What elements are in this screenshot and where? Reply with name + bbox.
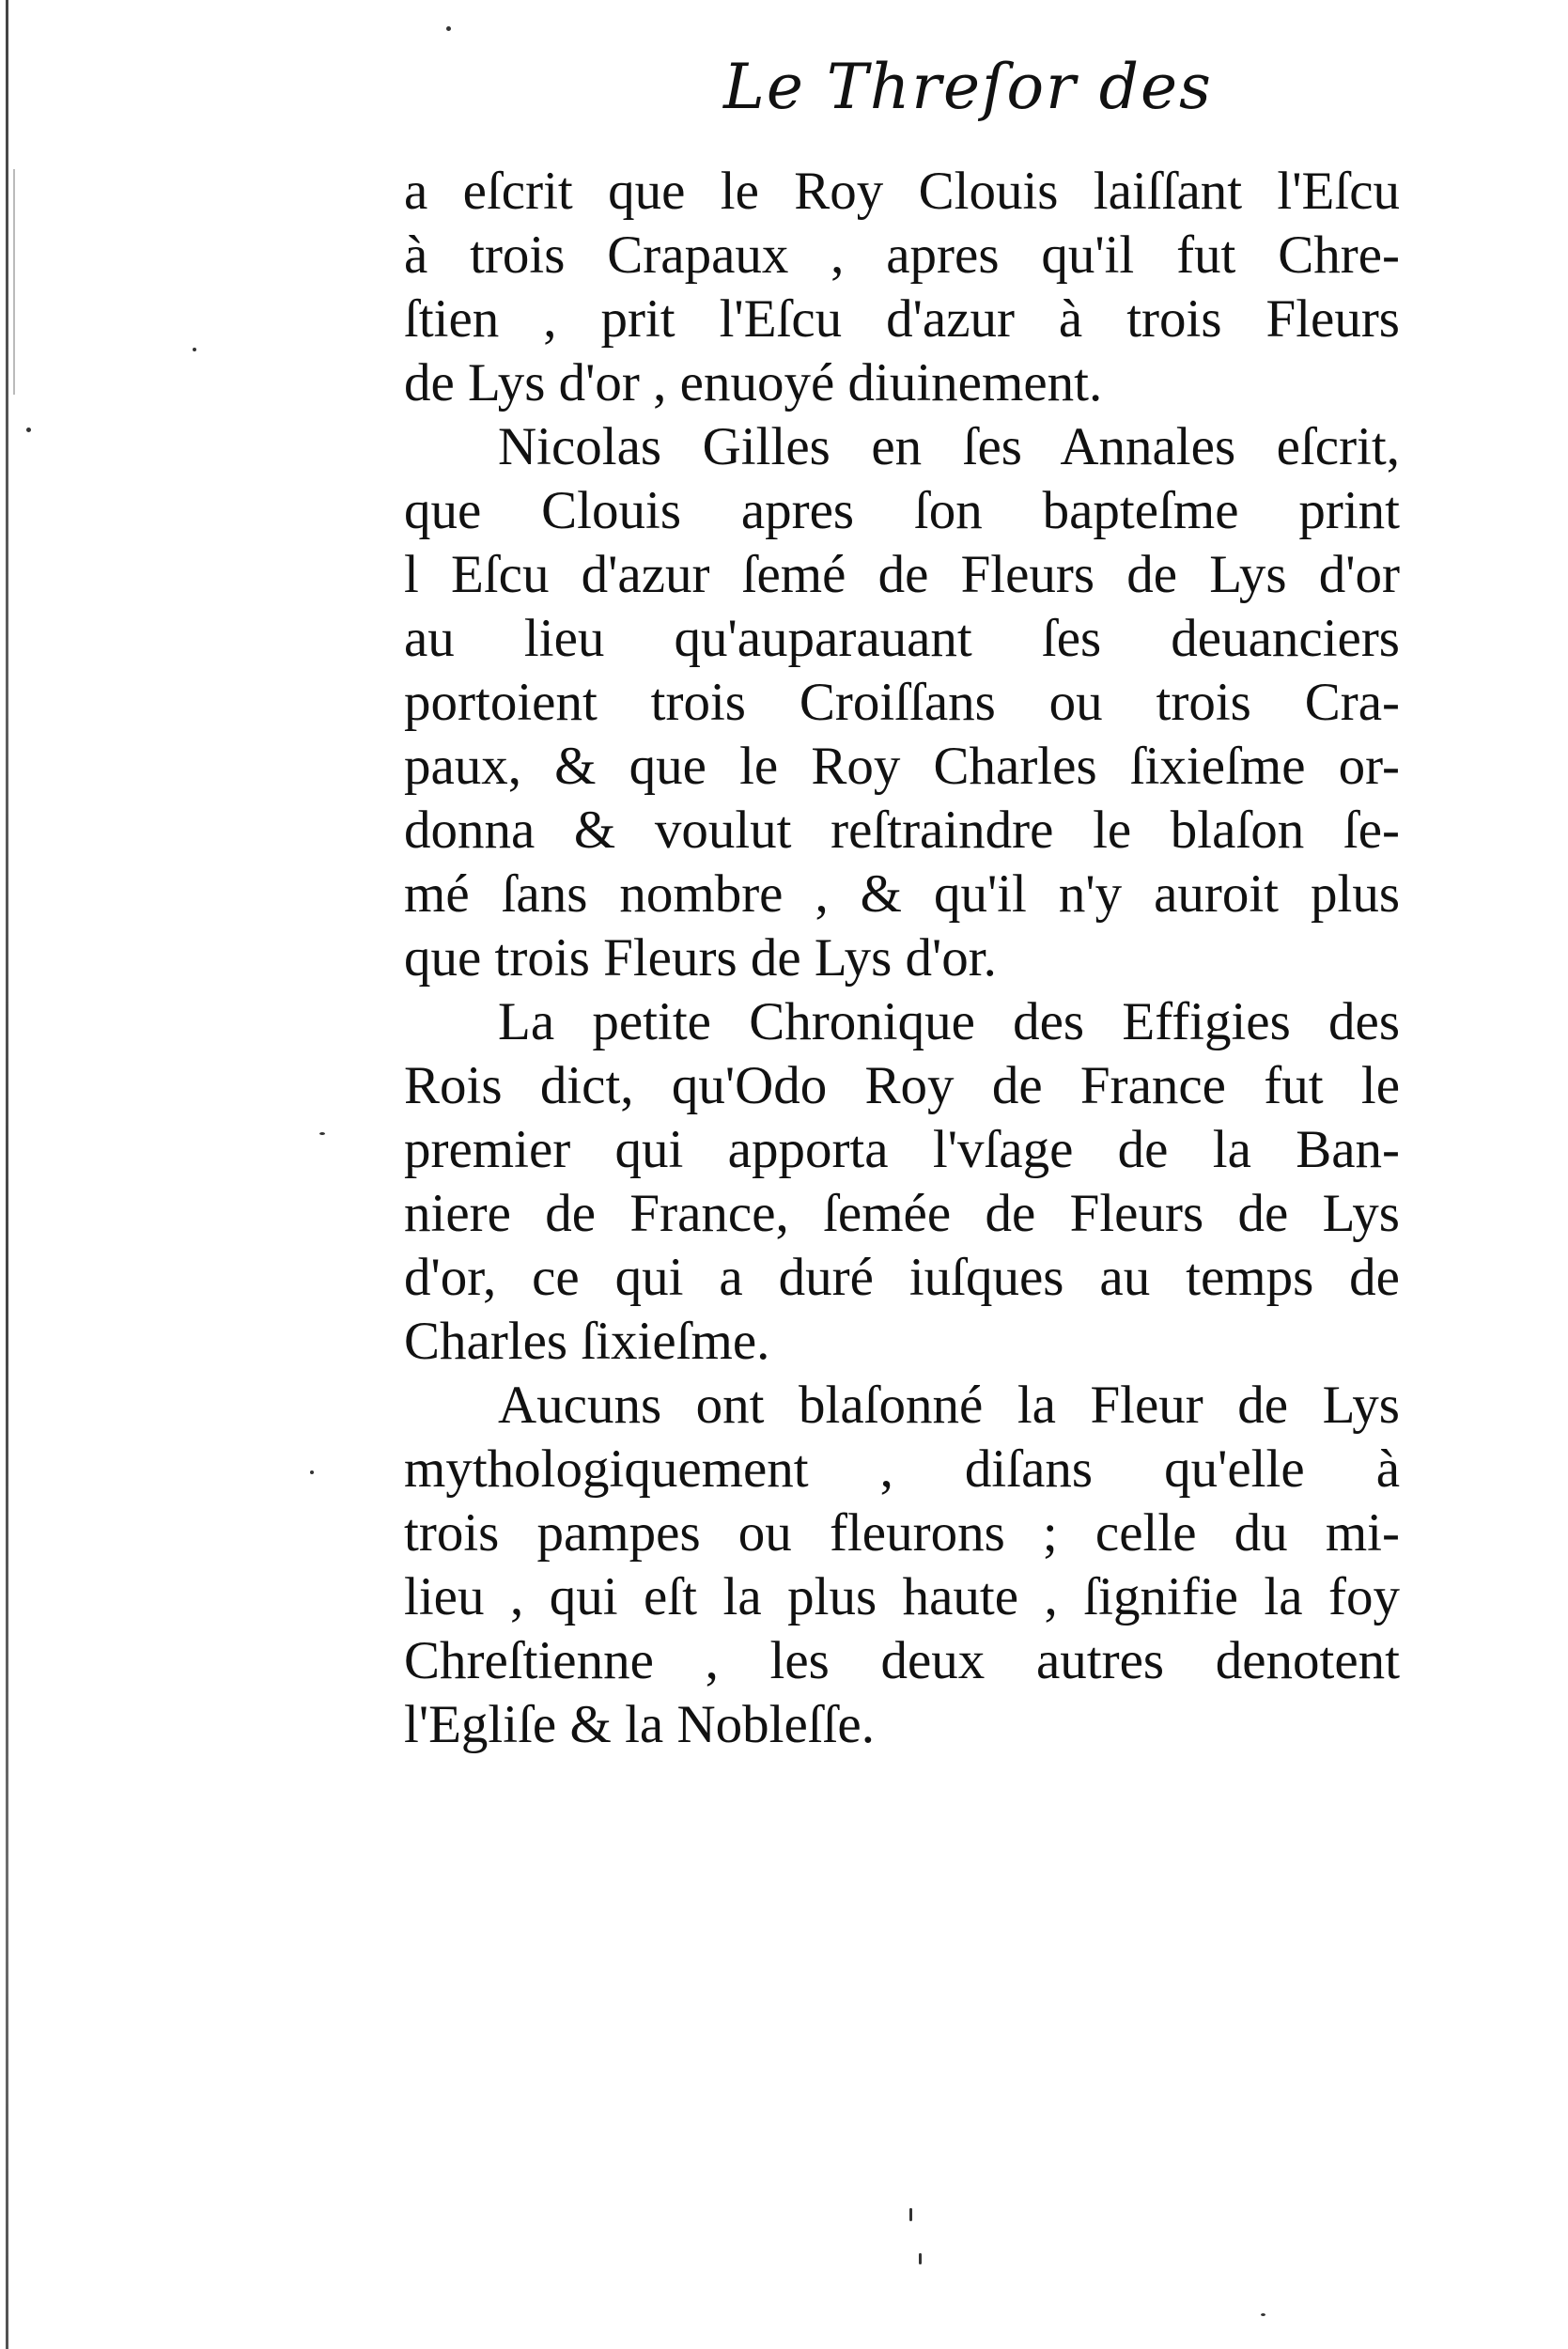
text-line: Aucuns ont blaſonné la Fleur de Lys — [498, 1376, 1400, 1435]
print-speck — [919, 2253, 922, 2264]
print-speck — [193, 348, 196, 351]
text-line: Rois dict, qu'Odo Roy de France fut le — [404, 1056, 1400, 1115]
page-gutter-edge — [6, 0, 8, 2349]
text-line: l'Egliſe & la Nobleſſe. — [404, 1695, 875, 1754]
print-speck — [26, 428, 31, 432]
text-line: niere de France, ſemée de Fleurs de Lys — [404, 1184, 1400, 1243]
print-speck — [909, 2208, 912, 2221]
text-line: a eſcrit que le Roy Clouis laiſſant l'Eſcu — [404, 162, 1400, 221]
text-line: à trois Crapaux , apres qu'il fut Chre- — [404, 226, 1400, 285]
text-line: lieu , qui eſt la plus haute , ſignifie la foy — [404, 1567, 1400, 1626]
text-line: premier qui apporta l'vſage de la Ban- — [404, 1120, 1400, 1179]
body-text — [404, 160, 1400, 1757]
paragraph-2 — [404, 415, 1400, 990]
text-line: que Clouis apres ſon bapteſme print — [404, 481, 1400, 540]
paragraph-3 — [404, 990, 1400, 1374]
text-line: Nicolas Gilles en ſes Annales eſcrit, — [498, 417, 1400, 476]
paragraph-1 — [404, 160, 1400, 415]
text-line: que trois Fleurs de Lys d'or. — [404, 928, 997, 988]
text-line: mythologiquement , diſans qu'elle à — [404, 1439, 1400, 1499]
text-line: trois pampes ou fleurons ; celle du mi- — [404, 1503, 1400, 1563]
text-line: La petite Chronique des Effigies des — [498, 992, 1400, 1051]
text-line: paux, & que le Roy Charles ſixieſme or- — [404, 737, 1400, 796]
page-gutter-shadow — [13, 169, 15, 395]
text-line: au lieu qu'auparauant ſes deuanciers — [404, 609, 1400, 668]
text-line: donna & voulut reſtraindre le blaſon ſe- — [404, 801, 1400, 860]
text-line: Charles ſixieſme. — [404, 1312, 770, 1371]
text-line: Chreſtienne , les deux autres denotent — [404, 1631, 1400, 1690]
print-speck — [310, 1470, 314, 1474]
text-line: portoient trois Croiſſans ou trois Cra- — [404, 673, 1400, 732]
text-line: ſtien , prit l'Eſcu d'azur à trois Fleurs — [404, 289, 1400, 349]
print-speck — [446, 26, 451, 31]
text-line: l Eſcu d'azur ſemé de Fleurs de Lys d'or — [404, 545, 1400, 604]
running-head: Le Threſor des — [723, 51, 1213, 123]
text-line: mé ſans nombre , & qu'il n'y auroit plus — [404, 864, 1400, 924]
print-speck — [319, 1132, 325, 1135]
text-line: d'or, ce qui a duré iuſques au temps de — [404, 1248, 1400, 1307]
print-speck — [1261, 2313, 1265, 2316]
paragraph-4 — [404, 1374, 1400, 1757]
text-line: de Lys d'or , enuoyé diuinement. — [404, 353, 1103, 412]
